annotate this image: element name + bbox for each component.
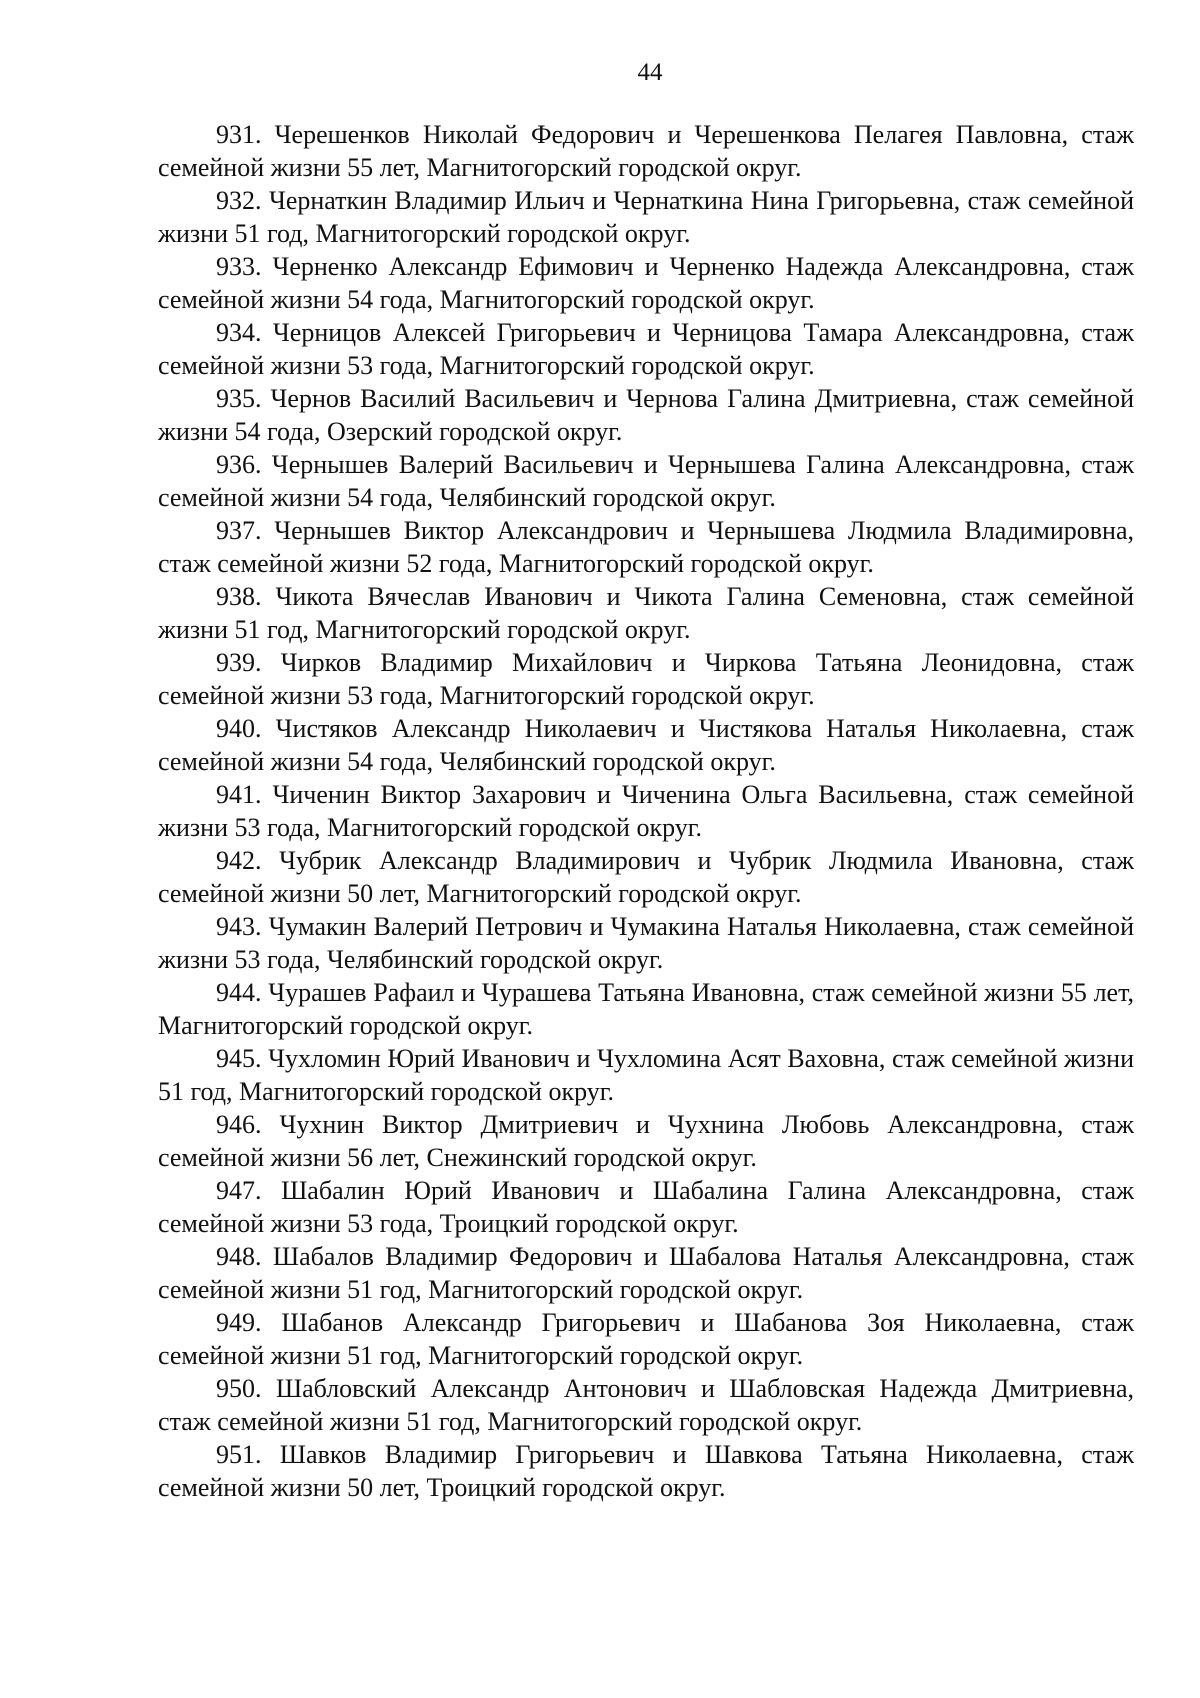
list-entry-937: 937. Чернышев Виктор Александрович и Чернышева Людмила Владимировна, стаж семейной жизни 52 года, Магнитогорский городской округ. [158,516,1134,578]
list-entry-947: 947. Шабалин Юрий Иванович и Шабалина Галина Александровна, стаж семейной жизни 53 года, Троицкий городской округ. [158,1176,1134,1238]
page-number: 44 [637,59,663,86]
list-entry-939: 939. Чирков Владимир Михайлович и Чиркова Татьяна Леонидовна, стаж семейной жизни 53 года, Магнитогорский городской округ. [158,648,1134,710]
entry-list [158,118,1134,1504]
list-entry-943: 943. Чумакин Валерий Петрович и Чумакина Наталья Николаевна, стаж семейной жизни 53 года, Челябинский городской округ. [158,912,1134,974]
list-entry-942: 942. Чубрик Александр Владимирович и Чубрик Людмила Ивановна, стаж семейной жизни 50 лет, Магнитогорский городской округ. [158,846,1134,908]
list-entry-934: 934. Черницов Алексей Григорьевич и Черницова Тамара Александровна, стаж семейной жизни 53 года, Магнитогорский городской округ. [158,318,1134,380]
list-entry-940: 940. Чистяков Александр Николаевич и Чистякова Наталья Николаевна, стаж семейной жизни 54 года, Челябинский городской округ. [158,714,1134,776]
list-entry-944: 944. Чурашев Рафаил и Чурашева Татьяна Ивановна, стаж семейной жизни 55 лет, Магнитогорский городской округ. [158,978,1134,1040]
list-entry-950: 950. Шабловский Александр Антонович и Шабловская Надежда Дмитриевна, стаж семейной жизни 51 год, Магнитогорский городской округ. [158,1374,1134,1436]
list-entry-935: 935. Чернов Василий Васильевич и Чернова Галина Дмитриевна, стаж семейной жизни 54 года, Озерский городской округ. [158,384,1134,446]
list-entry-938: 938. Чикота Вячеслав Иванович и Чикота Галина Семеновна, стаж семейной жизни 51 год, Магнитогорский городской округ. [158,582,1134,644]
list-entry-946: 946. Чухнин Виктор Дмитриевич и Чухнина Любовь Александровна, стаж семейной жизни 56 лет, Снежинский городской округ. [158,1110,1134,1172]
list-entry-948: 948. Шабалов Владимир Федорович и Шабалова Наталья Александровна, стаж семейной жизни 51 год, Магнитогорский городской округ. [158,1242,1134,1304]
list-entry-931: 931. Черешенков Николай Федорович и Черешенкова Пелагея Павловна, стаж семейной жизни 55 лет, Магнитогорский городской округ. [158,120,1134,182]
list-entry-932: 932. Чернаткин Владимир Ильич и Чернаткина Нина Григорьевна, стаж семейной жизни 51 год, Магнитогорский городской округ. [158,186,1134,248]
list-entry-945: 945. Чухломин Юрий Иванович и Чухломина Асят Ваховна, стаж семейной жизни 51 год, Магнитогорский городской округ. [158,1044,1134,1106]
list-entry-936: 936. Чернышев Валерий Васильевич и Чернышева Галина Александровна, стаж семейной жизни 54 года, Челябинский городской округ. [158,450,1134,512]
list-entry-949: 949. Шабанов Александр Григорьевич и Шабанова Зоя Николаевна, стаж семейной жизни 51 год, Магнитогорский городской округ. [158,1308,1134,1370]
list-entry-941: 941. Чиченин Виктор Захарович и Чиченина Ольга Васильевна, стаж семейной жизни 53 года, Магнитогорский городской округ. [158,780,1134,842]
list-entry-951: 951. Шавков Владимир Григорьевич и Шавкова Татьяна Николаевна, стаж семейной жизни 50 лет, Троицкий городской округ. [158,1440,1134,1502]
list-entry-933: 933. Черненко Александр Ефимович и Черненко Надежда Александровна, стаж семейной жизни 54 года, Магнитогорский городской округ. [158,252,1134,314]
